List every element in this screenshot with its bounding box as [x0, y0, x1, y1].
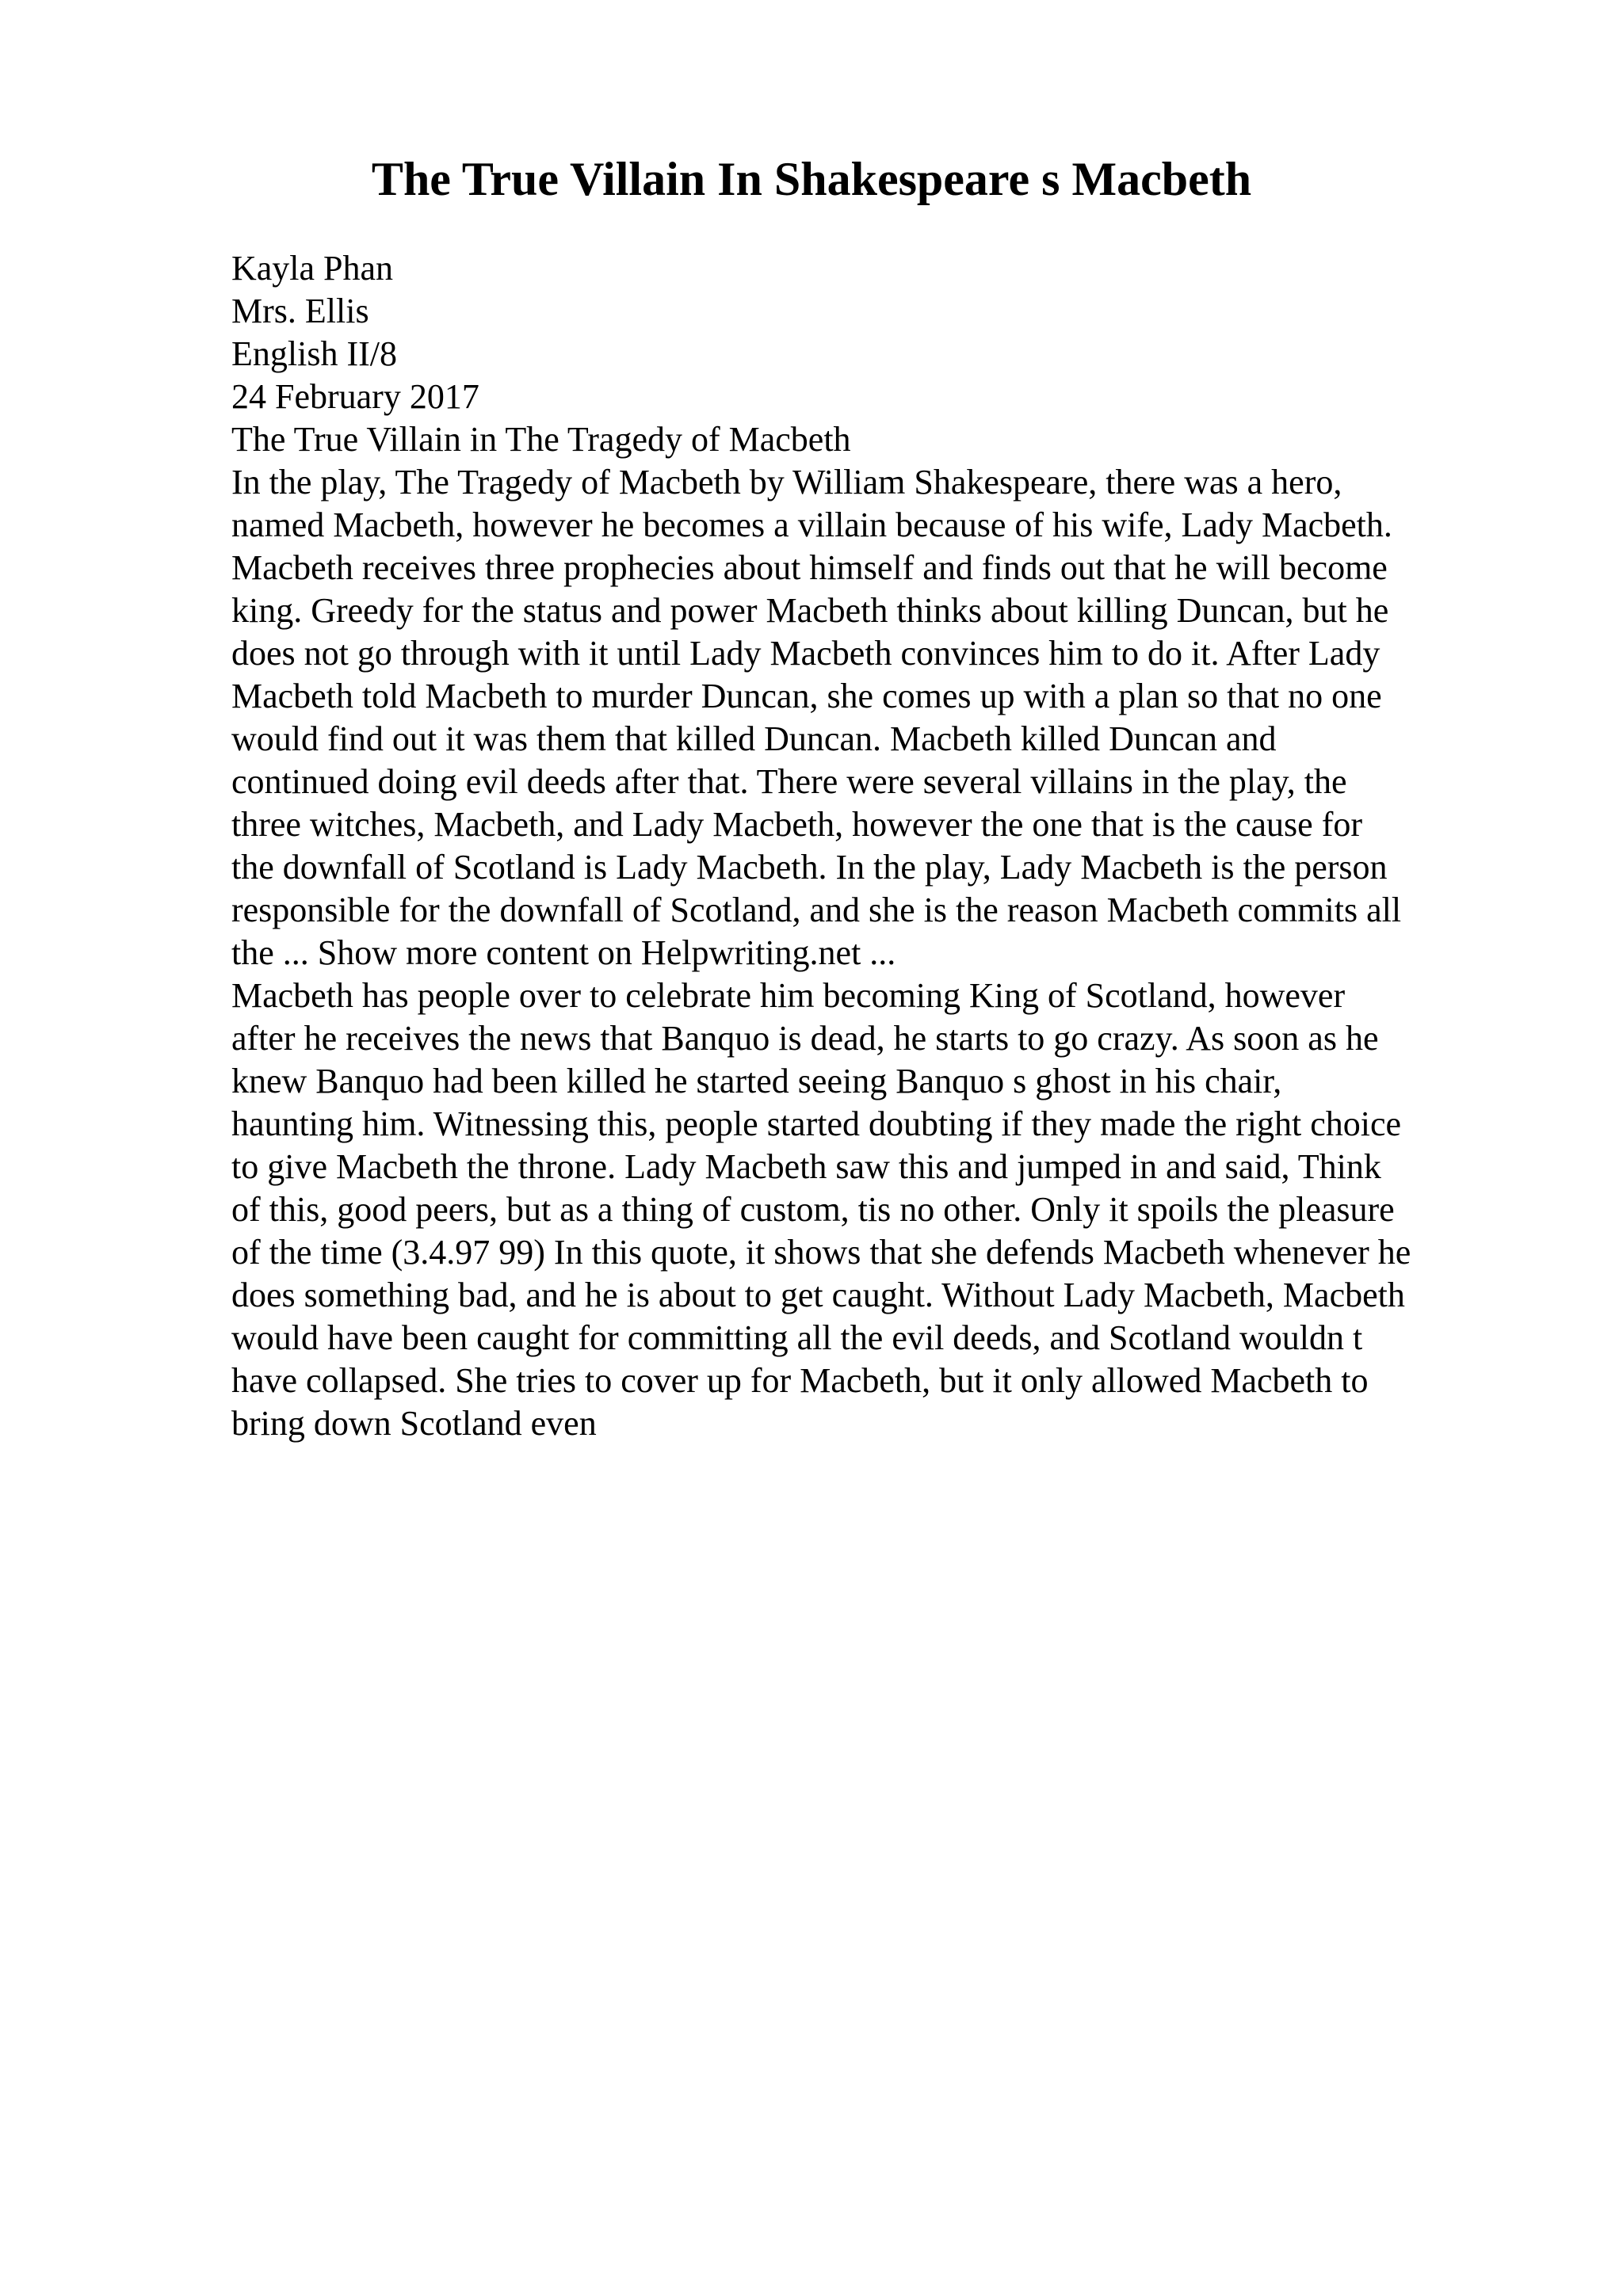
paragraph-line: to give Macbeth the throne. Lady Macbeth saw this and jumped in and said, Think: [231, 1147, 1381, 1186]
paragraph-line: of the time (3.4.97 99) In this quote, it shows that she defends Macbeth whenever he: [231, 1233, 1411, 1272]
course-name: English II/8: [231, 334, 397, 373]
paragraph-line: after he receives the news that Banquo is dead, he starts to go crazy. As soon as he: [231, 1019, 1379, 1058]
essay-heading: The True Villain in The Tragedy of Macbeth: [231, 420, 851, 459]
paragraph-line: have collapsed. She tries to cover up for Macbeth, but it only allowed Macbeth to: [231, 1361, 1369, 1400]
paragraph-line: would have been caught for committing all the evil deeds, and Scotland wouldn t: [231, 1318, 1363, 1357]
paragraph-line: three witches, Macbeth, and Lady Macbeth, however the one that is the cause for: [231, 805, 1363, 844]
paragraph-line: of this, good peers, but as a thing of custom, tis no other. Only it spoils the pleasure: [231, 1190, 1395, 1229]
paragraph-line: king. Greedy for the status and power Macbeth thinks about killing Duncan, but he: [231, 591, 1389, 630]
paragraph-line: continued doing evil deeds after that. There were several villains in the play, the: [231, 762, 1347, 801]
header-block: [231, 247, 1499, 461]
author-name: Kayla Phan: [231, 249, 394, 288]
paragraph-line: Macbeth receives three prophecies about himself and finds out that he will become: [231, 548, 1388, 587]
paragraph-line: bring down Scotland even: [231, 1404, 597, 1443]
paragraph-line: does something bad, and he is about to get caught. Without Lady Macbeth, Macbeth: [231, 1276, 1405, 1314]
document-date: 24 February 2017: [231, 377, 479, 416]
paragraph-line: In the play, The Tragedy of Macbeth by William Shakespeare, there was a hero,: [231, 463, 1342, 502]
paragraph-line: Macbeth has people over to celebrate him becoming King of Scotland, however: [231, 976, 1346, 1015]
paragraph-line: the downfall of Scotland is Lady Macbeth. In the play, Lady Macbeth is the person: [231, 848, 1388, 887]
paragraph-2: [231, 974, 1499, 1445]
paragraph-line: Macbeth told Macbeth to murder Duncan, she comes up with a plan so that no one: [231, 677, 1382, 715]
paragraph-line: haunting him. Witnessing this, people started doubting if they made the right choice: [231, 1104, 1402, 1143]
document-body: [231, 247, 1499, 1445]
paragraph-line: knew Banquo had been killed he started seeing Banquo s ghost in his chair,: [231, 1062, 1282, 1100]
document-title: The True Villain In Shakespeare s Macbeth: [371, 153, 1252, 205]
paragraph-line: does not go through with it until Lady Macbeth convinces him to do it. After Lady: [231, 634, 1381, 673]
paragraph-line: responsible for the downfall of Scotland, and she is the reason Macbeth commits all: [231, 891, 1402, 929]
paragraph-line: named Macbeth, however he becomes a villain because of his wife, Lady Macbeth.: [231, 505, 1392, 544]
paragraph-line: the ... Show more content on Helpwriting.net ...: [231, 933, 896, 972]
teacher-name: Mrs. Ellis: [231, 292, 369, 330]
paragraph-line: would find out it was them that killed Duncan. Macbeth killed Duncan and: [231, 719, 1277, 758]
paragraph-1: [231, 461, 1499, 974]
